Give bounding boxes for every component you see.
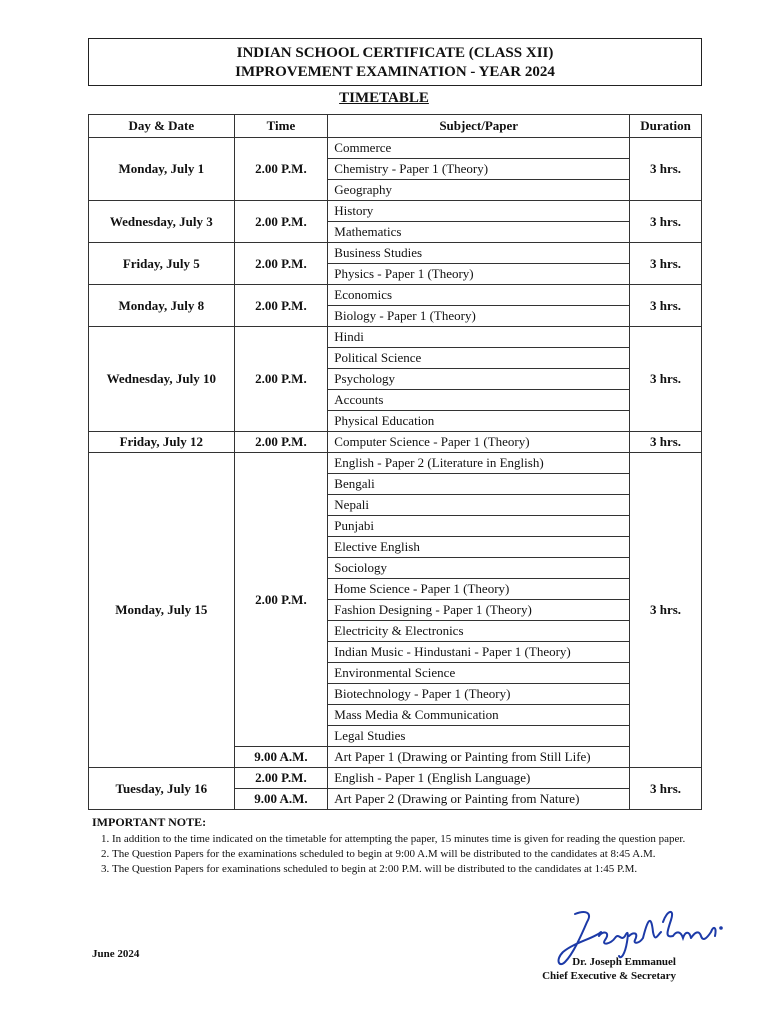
note-item: 1. In addition to the time indicated on the timetable for attempting the paper, 15 minutes time is given for reading the question paper. — [112, 832, 702, 846]
time-cell: 2.00 P.M. — [234, 327, 328, 432]
table-row — [89, 327, 702, 348]
day-date-cell: Monday, July 8 — [89, 285, 235, 327]
note-item: 3. The Question Papers for examinations scheduled to begin at 2:00 P.M. will be distributed to the candidates at 1:45 P.M. — [112, 862, 702, 876]
subject-cell: Mass Media & Communication — [328, 705, 630, 726]
table-row — [89, 201, 702, 222]
duration-cell: 3 hrs. — [630, 432, 702, 453]
subject-cell: Political Science — [328, 348, 630, 369]
header-line-1: INDIAN SCHOOL CERTIFICATE (CLASS XII) — [236, 45, 554, 61]
subject-cell: Home Science - Paper 1 (Theory) — [328, 579, 630, 600]
day-date-cell: Friday, July 5 — [89, 243, 235, 285]
subject-cell: Computer Science - Paper 1 (Theory) — [328, 432, 630, 453]
table-row — [89, 768, 702, 789]
subject-cell: English - Paper 1 (English Language) — [328, 768, 630, 789]
duration-cell: 3 hrs. — [630, 201, 702, 243]
time-cell: 2.00 P.M. — [234, 768, 328, 789]
time-cell: 2.00 P.M. — [234, 453, 328, 747]
subject-cell: English - Paper 2 (Literature in English) — [328, 453, 630, 474]
subject-cell: Nepali — [328, 495, 630, 516]
subject-cell: Biology - Paper 1 (Theory) — [328, 306, 630, 327]
day-date-cell: Monday, July 15 — [89, 453, 235, 768]
important-notes — [92, 815, 702, 877]
header-line-2: IMPROVEMENT EXAMINATION - YEAR 2024 — [235, 64, 555, 80]
column-header: Day & Date — [89, 115, 235, 138]
duration-cell: 3 hrs. — [630, 768, 702, 810]
duration-cell: 3 hrs. — [630, 453, 702, 768]
signature-block — [542, 955, 676, 983]
column-header: Subject/Paper — [328, 115, 630, 138]
subject-cell: Sociology — [328, 558, 630, 579]
duration-cell: 3 hrs. — [630, 327, 702, 432]
subject-cell: Psychology — [328, 369, 630, 390]
day-date-cell: Friday, July 12 — [89, 432, 235, 453]
time-cell: 2.00 P.M. — [234, 243, 328, 285]
table-row — [89, 138, 702, 159]
table-row — [89, 285, 702, 306]
note-item: 2. The Question Papers for the examinations scheduled to begin at 9:00 A.M will be distributed to the candidates at 8:45 A.M. — [112, 847, 702, 861]
subject-cell: Physics - Paper 1 (Theory) — [328, 264, 630, 285]
subject-cell: Mathematics — [328, 222, 630, 243]
subject-cell: Environmental Science — [328, 663, 630, 684]
issue-date: June 2024 — [92, 948, 140, 960]
table-row — [89, 453, 702, 474]
time-cell: 2.00 P.M. — [234, 138, 328, 201]
header-box — [88, 38, 702, 86]
subject-cell: Physical Education — [328, 411, 630, 432]
subject-cell: History — [328, 201, 630, 222]
subject-cell: Commerce — [328, 138, 630, 159]
time-cell: 2.00 P.M. — [234, 201, 328, 243]
duration-cell: 3 hrs. — [630, 285, 702, 327]
timetable-body — [89, 138, 702, 810]
duration-cell: 3 hrs. — [630, 138, 702, 201]
signatory-title: Chief Executive & Secretary — [542, 970, 676, 982]
notes-heading: IMPORTANT NOTE: — [92, 815, 207, 829]
subject-cell: Bengali — [328, 474, 630, 495]
subject-cell: Punjabi — [328, 516, 630, 537]
notes-list — [92, 832, 702, 876]
time-cell: 2.00 P.M. — [234, 285, 328, 327]
signatory-name: Dr. Joseph Emmanuel — [572, 956, 676, 968]
subject-cell: Fashion Designing - Paper 1 (Theory) — [328, 600, 630, 621]
time-cell: 9.00 A.M. — [234, 747, 328, 768]
day-date-cell: Wednesday, July 10 — [89, 327, 235, 432]
day-date-cell: Wednesday, July 3 — [89, 201, 235, 243]
subject-cell: Accounts — [328, 390, 630, 411]
table-header-row — [89, 115, 702, 138]
timetable-title: TIMETABLE — [339, 90, 429, 106]
subject-cell: Business Studies — [328, 243, 630, 264]
subject-cell: Art Paper 1 (Drawing or Painting from Still Life) — [328, 747, 630, 768]
timetable-table — [88, 114, 702, 810]
subject-cell: Art Paper 2 (Drawing or Painting from Nature) — [328, 789, 630, 810]
column-header: Time — [234, 115, 328, 138]
day-date-cell: Monday, July 1 — [89, 138, 235, 201]
subject-cell: Economics — [328, 285, 630, 306]
table-row — [89, 243, 702, 264]
subject-cell: Geography — [328, 180, 630, 201]
subject-cell: Indian Music - Hindustani - Paper 1 (Theory) — [328, 642, 630, 663]
subject-cell: Electricity & Electronics — [328, 621, 630, 642]
time-cell: 2.00 P.M. — [234, 432, 328, 453]
subject-cell: Biotechnology - Paper 1 (Theory) — [328, 684, 630, 705]
subject-cell: Hindi — [328, 327, 630, 348]
table-row — [89, 432, 702, 453]
subject-cell: Elective English — [328, 537, 630, 558]
subject-cell: Legal Studies — [328, 726, 630, 747]
time-cell: 9.00 A.M. — [234, 789, 328, 810]
day-date-cell: Tuesday, July 16 — [89, 768, 235, 810]
duration-cell: 3 hrs. — [630, 243, 702, 285]
subject-cell: Chemistry - Paper 1 (Theory) — [328, 159, 630, 180]
column-header: Duration — [630, 115, 702, 138]
